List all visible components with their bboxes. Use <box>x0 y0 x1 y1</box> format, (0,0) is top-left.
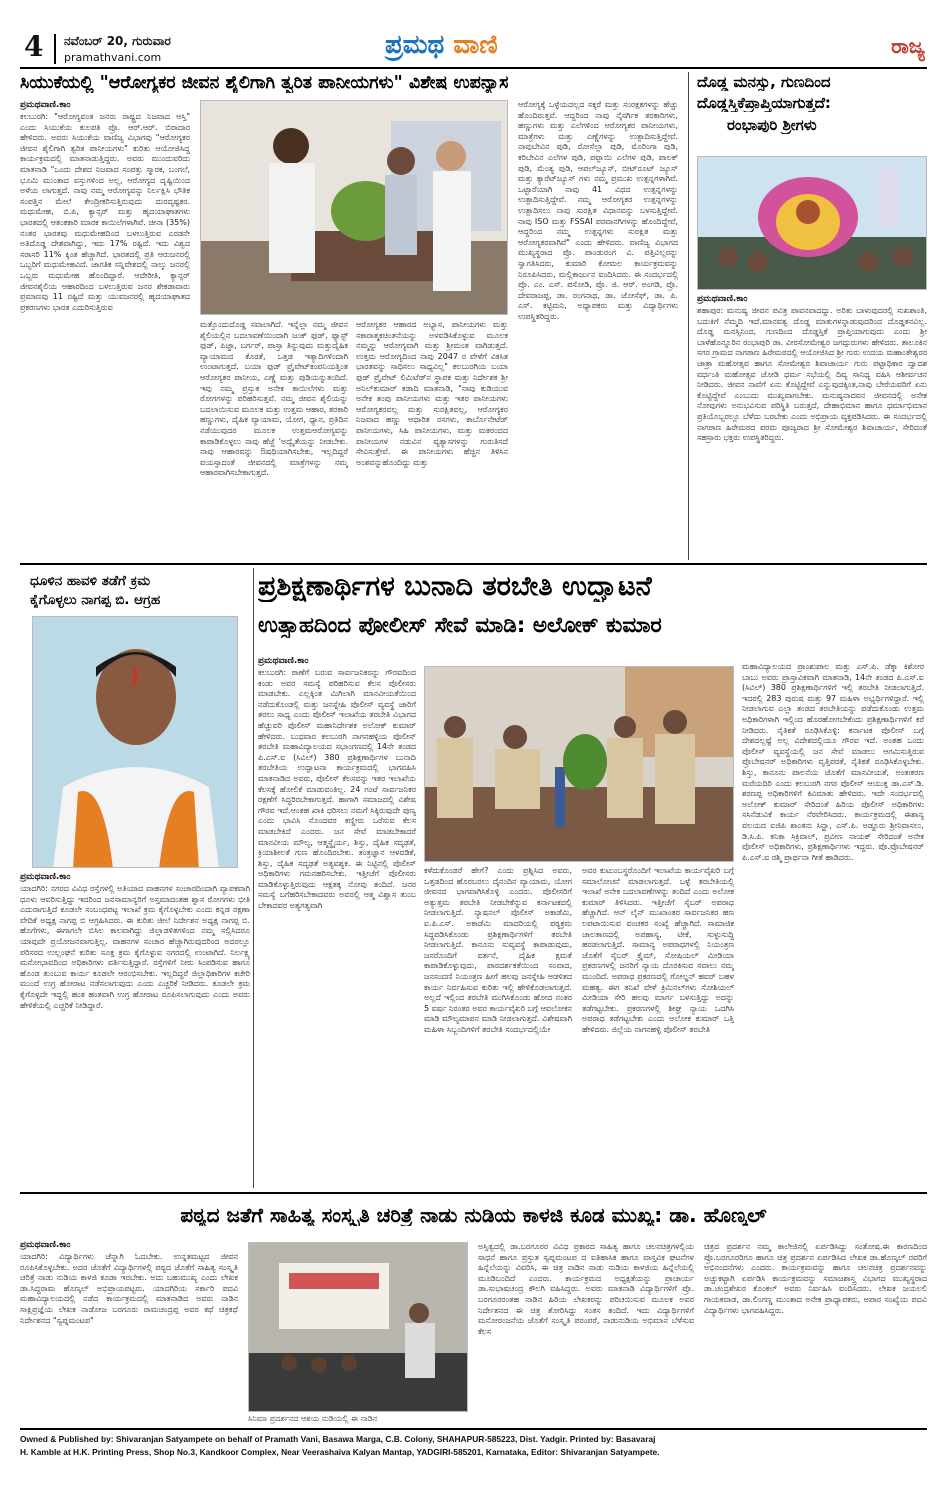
article-column: ಮತ್ತೊಂದುದೊಡ್ಡ ಸವಾಲಾಗಿದೆ. ಇನ್ನೆಲ್ಲಾ ನಮ್ಮ ಜೀವನ ಶೈಲಿಯಲ್ಲಿನ ಬದಲಾವಣೆಯಿಂದಾಗಿ ಜಂಕ್ ಫುಡ್, ಫ್ಯಾಸ್ಟ್ ಫುಡ್, ಪಿಜ್ಜಾ, ಬರ್ಗರ್, ಪಾಸ್ತಾ ತಿನ್ನುವುದು ಮತ್ತುದೈಹಿಕ ವ್ಯಾಯಾಮದ ಕೊರತೆ, ಒತ್ತಡ ಇತ್ಯಾದಿಗಳಿಂದಾಗಿ ಉಂಟಾಗುತ್ತದೆ. ಬಯಾ ಫುಡ್ ಪ್ರೈವೇಟ್‌ಕಂಪನಿಯತ್ತಿಂತ ಆರೋಗ್ಯಕರ ಪಾನೀಯ, ಎಣ್ಣೆ ಮತ್ತು ಪುಡಿಯನ್ನುತಂದಿದೆ. ಇವು ನಮ್ಮ ಪ್ರಸ್ತುತ ಅನೇಕ ಕಾಯಿಲೆಗಳು ಮತ್ತು ರೋಗಗಳನ್ನು ಪರಿಹರಿಸುತ್ತವೆ. ನಮ್ಮ ಜೀವನ ಶೈಲಿಯನ್ನು ಬದಲಾಯಿಸುವ ಮೂಲಕ ಮತ್ತು ಉತ್ತಮ ಆಹಾರ, ತರಕಾರಿ ಹಣ್ಣುಗಳು, ದೈಹಿಕ ವ್ಯಾಯಾಮ, ಯೋಗ, ಧ್ಯಾನ, ಪ್ರತಿದಿನ ನಡೆಯುವುದರ ಮೂಲಕ ಉತ್ತಮಆರೋಗ್ಯವನ್ನು ಕಾಪಾಡಿಕೊಳ್ಳಲು ನಾವು ಹೆಜ್ಜೆ 'ಅದ್ವೈತೆಯನ್ನು ನೀಡಬೇಕು. ನಾವು ಆಹಾರವನ್ನು ಔಷಧಿಯಾಗಿಸಬೇಕು, ಇಲ್ಲದಿದ್ದರೆ ವಯಸ್ಸಾದಂತೆ ಜೀವನದಲ್ಲಿ ಮಾತ್ರೆಗಳನ್ನು ನಮ್ಮ ಆಹಾರವಾಗಿಸಬೇಕಾಗುತ್ತದೆ. <box>200 320 348 478</box>
article-column: ಯಾದಗಿರಿ: ವಿದ್ಯಾರ್ಥಿಗಳು ಚೆನ್ನಾಗಿ ಓದಬೇಕು. ಉನ್ನತಮಟ್ಟದ ಜೀವನ ರೂಪಿಸಿಕೊಳ್ಳಬೇಕು. ಅದರ ಜೊತೆಗೆ ವಿದ್ಯಾರ್ಥಿಗಳಲ್ಲಿ ಪಠ್ಯದ ಜೊತೆಗೆ ಸಾಹಿತ್ಯ ಸಂಸ್ಕೃತಿ ಚರಿತ್ರೆ ನಾಡು ನುಡಿಯ ಕಾಳಜಿ ಕೂಡಾ ಇರಬೇಕು. ಅದು ಬಹುಮುಖ್ಯ ಎಂದು ಲೇಖಕ ಡಾ.ಸಿದ್ಧರಾಮ ಹೊಣ್ಕಲ್ ಅಭಿಪ್ರಾಯಪಟ್ಟರು. ಯಾದಗಿರಿಯ ಸರ್ಕಾರಿ ಪದವಿ ಮಹಾವಿದ್ಯಾಲಯದಲ್ಲಿ ನಡೆದ ಕಾರ್ಯಕ್ರಮದಲ್ಲಿ ಮಾತನಾಡಿದ ಅವರು ನಾಡಿನ ಸಾಕ್ಷಿಪ್ರಜ್ಞೆಯ ಲೇಖಕ ನಾಡೋಜ ಬರಗೂರು ರಾಮಚಂದ್ರಪ್ಪ ಅವರ ಕಥೆ ಚಿತ್ರಕಥೆ ನಿರ್ದೇಶನದ "ಸ್ವಪ್ನಮಂಟಪ" <box>20 1252 238 1325</box>
article-column: ಅಸ್ತಿತ್ವದಲ್ಲಿ ಡಾ.ಬರಗೂರರ ವಿವಿಧ ಪ್ರಕಾರದ ಸಾಹಿತ್ಯ ಹಾಗೂ ಚಲನಚಿತ್ರಗಳಲ್ಲಿಯ ಸಾಧನೆ ಹಾಗೂ ಪ್ರಸ್ತುತ ಸ್ವಪ್ನಮಂಟಪ ದ ಐತಿಹಾಸಿಕ ಹಾಗೂ ವಾಸ್ತವಿಕ ಘಟನೆಗಳ ಹಿನ್ನೆಲೆಯನ್ನು ವಿವರಿಸಿ, ಈ ಚಿತ್ರ ನಾಡಿನ ನಾಡು ನುಡಿಯ ಕಾಳಜಿಯ ಹಿನ್ನೆಲೆಯಲ್ಲಿ ಮೂಡಿಬಂದಿದೆ ಎಂದರು. ಕಾರ್ಯಕ್ರಮದ ಅಧ್ಯಕ್ಷತೆಯನ್ನು ಪ್ರಾಚಾರ್ಯ ಡಾ.ಸುಭಾಷಚಂದ್ರ ಕೌಲಗಿ ವಹಿಸಿದ್ದರು. ಅವರು ಮಾತನಾಡಿ ವಿದ್ಯಾರ್ಥಿಗಳಿಗೆ ಪ್ರೊ. ಬರಗೂರರಂತಹ ನಾಡಿನ ಹಿರಿಯ ಲೇಖಕರನ್ನು ಪರಿಚಯಿಸುವ ಮೂಲಕ ಅವರ ನಿರ್ದೇಶನದ ಈ ಚಿತ್ರ ತೋರಿಸಿದ್ದು ಸಂತಸ ತಂದಿದೆ. ಇದು ವಿದ್ಯಾರ್ಥಿಗಳಿಗೆ ಮನೋರಂಜನೆಯ ಜೊತೆಗೆ ಸಂಸ್ಕೃತಿ ಪರಂಪರೆ, ನಾಡುನುಡಿಯ ಅಭಿಮಾನ ಬೆಳೆಸುವ ಕೆಲಸ <box>478 1242 694 1336</box>
article-rambhapuri <box>697 70 927 560</box>
column-divider <box>253 568 254 1188</box>
masthead <box>0 0 945 70</box>
photo-procession-icon <box>698 157 927 290</box>
paper-logo <box>385 30 498 61</box>
article-byline: ಪ್ರಮಥವಾಣಿ.ಕಾಂ <box>20 872 71 882</box>
article-byline: ಪ್ರಮಥವಾಣಿ.ಕಾಂ <box>20 100 71 110</box>
article-cuk-lecture <box>20 70 680 560</box>
article-column: ಅವರ ಕುಟುಂಬಸ್ಥರೊಂದಿಗೆ ಇಲಾಖೆಯ ಕಾರ್ಯವೈಖರಿ ಬಗ್ಗೆ ಸಮಾಲೋಚನೆ ಮಾಡಲಾಗುತ್ತದೆ. ಒಳ್ಳೆ ತರಬೇತಿಯಲ್ಲಿ ಇಲಾಖೆ ಅನೇಕ ಬದಲಾವಣೆಗಳನ್ನು ತಂದಿದೆ ಎಂದು ಅಲೋಕ ಕುಮಾರ್ ತಿಳಿಸಿದರು. ಇತ್ತೀಚೆಗೆ ಸೈಬರ್ ಅಪರಾಧ ಹೆಚ್ಚಾಗಿದೆ. ಆನ್ ಲೈನ್ ಮುಖಾಂತರ ಸಾರ್ವಜನಿಕರ ಹಣ ಲಪಟಾಯಿಸುವ ವಂಚಕರ ಸಂಖ್ಯೆ ಹೆಚ್ಚಾಗಿದೆ. ಸಾಮಾಜಿಕ ಜಾಲತಾಣದಲ್ಲಿ ಅಪಹಾಸ್ಯ, ಟೀಕೆ, ಸುಳ್ಳುಸುದ್ದಿ ಹರಡಲಾಗುತ್ತಿದೆ. ಸಾಮಾನ್ಯ ಅಪರಾಧಗಳಲ್ಲಿ ನಿಯಂತ್ರಣ ಜೊತೆಗೆ ಸೈಬರ್ ಕ್ರೈಮ್, ಸೋಷಿಯಲ್ ಮೀಡಿಯಾ ಪ್ರಕರಣಗಳಲ್ಲಿ ಜನರಿಗೆ ನ್ಯಾಯ ದೊರಕಿಸುವ ಸವಾಲು ನಮ್ಮ ಮುಂದಿದೆ. ಅಪರಾಧ ಪ್ರಕರಣದಲ್ಲಿ ಗೋಲ್ಡನ್ ಹವರ್ ಬಹಳ ಮಹತ್ವ. ಈಗ ತನಿಖೆ ವೇಳೆ ಕ್ರಿಮಿನಲ್‌ಗಳು ಸೋಶಿಯಲ್ ಮೀಡಿಯಾ ಸೇರಿ ಹಲವು ಮಾರ್ಗ ಬಳಸುತ್ತಿದ್ದು ಅದನ್ನು ತಡೆಗಟ್ಟಬೇಕು. ಪ್ರಕರಣಗಳಲ್ಲಿ ಶೀಘ್ರ ನ್ಯಾಯ ಒದಗಿಸಿ ಅಪರಾಧ ತಡೆಗಟ್ಟಬೇಕು ಎಂದು ಅಲೋಕ ಕುಮಾರ್ ಒತ್ತಿ ಹೇಳಿದರು. ಜಿಲ್ಲೆಯ ನಾಗನಹಳ್ಳಿ ಪೊಲೀಸ್ ತರಬೇತಿ <box>582 866 734 1034</box>
portrait-nagappa-icon <box>33 617 238 868</box>
imprint-line: Owned & Published by: Shivaranjan Satyampete on behalf of Pramath Vani, Basawa Marga, C.B. Colony, SHAHAPUR-585223, Dist. Yadgir. Printed by: Basavaraj <box>20 1434 656 1444</box>
photo-caption: ಸಿನಿಮಾ ಪ್ರದರ್ಶನದ ಆಶಯ ನುಡಿಯಲ್ಲಿ ಈ ನಾಡಿನ <box>248 1414 378 1423</box>
issue-date: ನವೆಂಬರ್ 20, ಗುರುವಾರ <box>64 34 171 48</box>
article-column: ಚಿತ್ರದ ಪ್ರದರ್ಶನ ನಮ್ಮ ಕಾಲೇಜಿನಲ್ಲಿ ಏರ್ಪಡಿಸಿದ್ದು ಸಂತೋಷ.ಈ ಕಾರಣದಿಂದ ಪ್ರೊ.ಬರಗೂರರಿಗೂ ಹಾಗೂ ಚಿತ್ರ ಪ್ರದರ್ಶನ ಏರ್ಪಡಿಸಿದ ಲೇಖಕ ಡಾ.ಹೊಣ್ಕಲ್ ರವರಿಗೆ ಅಭಿನಂದನೆಗಳು ಎಂದರು. ಕಾರ್ಯಕ್ರಮವನ್ನು ಹಾಗೂ ಚಲನಚಿತ್ರ ಪ್ರದರ್ಶನವನ್ನು ಅಚ್ಚುಕಟ್ಟಾಗಿ ಏರ್ಪಡಿಸಿ ಕಾರ್ಯಕ್ರಮವನ್ನು ಸಮಾಜಶಾಸ್ತ್ರ ವಿಭಾಗದ ಮುಖ್ಯಸ್ಥರಾದ ಡಾ.ಚಂದ್ರಶೇಖರ ಕೊಂಕಲ್ ಅವರು ನಿರ್ವಹಿಸಿ ವಂದಿಸಿದರು. ಲೇಖಕ ಜಯಲಲಿ ಗಾಯಕವಾಡ, ಡಾ.ಲಿಂಗಣ್ಣ ಮುಂತಾದ ಅನೇಕ ಪ್ರಾಧ್ಯಾಪಕರು, ಅಪಾರ ಸಂಖ್ಯೆಯ ಪದವಿ ವಿದ್ಯಾರ್ಥಿಗಳು ಭಾಗವಹಿಸಿದ್ದರು. <box>704 1242 927 1315</box>
article-headline: ಪಠ್ಯದ ಜತೆಗೆ ಸಾಹಿತ್ಯ ಸಂಸ್ಕೃತಿ ಚರಿತ್ರೆ ನಾಡು ನುಡಿಯ ಕಾಳಜಿ ಕೂಡ ಮುಖ್ಯ: ಡಾ. ಹೊಣ್ಕಲ್ <box>180 1204 767 1226</box>
article-body: ಯಾದಗಿರಿ: ನಗರದ ವಿವಿಧ ರಸ್ತೆಗಳಲ್ಲಿ ಅತಿಯಾದ ವಾಹನಗಳ ಸಂಚಾರದಿಂದಾಗಿ ವ್ಯಾಪಕವಾಗಿ ಧೂಳು ಆವರಿಸುತ್ತಿದ್ದು ಇದರಿಂದ ಜನಸಾಮಾನ್ಯರಿಗೆ ಅಸ್ತಮಾದಂತಹ ಶ್ವಾಸ ರೋಗಗಳು ಭೀತಿ ಎದುರಾಗುತ್ತಿದೆ ಕೂಡಲೇ ಸಂಬಂಧಪಟ್ಟ ಇಲಾಖೆ ಕ್ರಮ ಕೈಗೊಳ್ಳಬೇಕು ಎಂದು ಕನ್ನಡ ರಕ್ಷಣಾ ವೇದಿಕೆ ಅಧ್ಯಕ್ಷ ನಾಗಪ್ಪ ಬಿ ಆಗ್ರಹಿಸಿದರು. ಈ ಕುರಿತು ಜೀಲೆ ನಿರ್ದೇಶನ ಅಧ್ಯಕ್ಷ ನಾಗಪ್ಪ ಬಿ. ಹೊಗೆಗಳು, ಈಗಾಗಲೇ ಬಿಸಿಲ ಕಾಲವಾಗಿದ್ದು ಜಿಲ್ಲಾಡಳಿತಗಳಿಂದ ನಮ್ಮ ಸಲ್ಲಿಸಿದರೂ ಯಾವುದೇ ಪ್ರಯೋಜನವಾಗುತ್ತಿಲ್ಲ. ವಾಹನಗಳ ಸಂಚಾರ ಹೆಚ್ಚಾಗಿರುವುದರಿಂದ ಅದರಲ್ಲೂ ಪರಿಸರದ ಉಲ್ಲಂಘನೆ ಕುರಿತು ಸೂಕ್ತ ಕ್ರಮ ಕೈಗೊಳ್ಳುವ ನಗರದಲ್ಲಿ ಉಂಟಾಗಿದೆ. ನಿರ್ಲಕ್ಷ್ಯ ಮನೋಭಾವದಿಂದ ಅಧಿಕಾರಿಗಳು ವರ್ತಿಸುತ್ತಿದ್ದಾರೆ. ರಸ್ತೆಗಳಿಗೆ ನೀರು ಸಿಂಪಡಿಸುವ ಹಾಗೂ ಹೊಂಡ ತುಂಬುವ ಕಾರ್ಯ ಕೂಡಲೇ ಆರಂಭಿಸಬೇಕು. ಇಲ್ಲದಿದ್ದರೆ ಜಿಲ್ಲಾಧಿಕಾರಿಗಳ ಕಚೇರಿ ಮುಂದೆ ಉಗ್ರ ಹೋರಾಟ ನಡೆಸಲಾಗುವುದು ಎಂದು ಎಚ್ಚರಿಕೆ ನೀಡಿದರು. ಕೂಡಲೇ ಕ್ರಮ ಕೈಗೊಳ್ಳದೇ ಇದ್ದಲ್ಲಿ ಹಂತ ಹಂತವಾಗಿ ಉಗ್ರ ಹೋರಾಟ ರೂಪಿಸಲಾಗುವುದು ಎಂದು ಅವರು ಹೇಳಿಕೆಯಲ್ಲಿ ಎಚ್ಚರಿಕೆ ನೀಡಿದ್ದಾರೆ. <box>20 884 250 1010</box>
event-photo <box>697 156 927 290</box>
article-headline: ಕೈಗೊಳ್ಳಲು ನಾಗಪ್ಪ ಬಿ. ಆಗ್ರಹ <box>30 593 161 608</box>
article-column: ಆರೋಗ್ಯಕರ ಆಹಾರದ ಅಭ್ಯಾಸ, ಪಾನೀಯಗಳು ಮತ್ತು ಸಕಾರಾತ್ಮಕಚಿಂತನೆಯನ್ನು ಅಳವಡಿಸಿಕೊಳ್ಳುವ ಮೂಲಕ ನಮ್ಮನ್ನು ಆರೋಗ್ಯವಾಗಿ ಮತ್ತು ಶ್ರೀಮಂತ ವಾಗಿಡುತ್ತದೆ. ಉತ್ತಮ ಆರೋಗ್ಯದಿಂದ ನಾವು 2047 ರ ವೇಳೆಗೆ ವಿಕಸಿತ ಭಾರತವನ್ನು ಸಾಧಿಸಲು ಸಾಧ್ಯವಿಲ್ಲ" ಕಲಬುರಗಿಯ ಬಯಾ ಫುಡ್ ಪ್ರೈವೇಟ್ ಲಿಮಿಟೆಡ್‌ನ ಸ್ಥಾಪಕ ಮತ್ತು ನಿರ್ದೇಶಕ ಶ್ರೀ ಅನಿಲ್‌ಕುಮಾರ್ ಕಡಾದಿ ಮಾತನಾಡಿ, "ನಾವು ಕುಡಿಯುವ ಅನೇಕ ತಂಪು ಪಾನೀಯಗಳು ಮತ್ತು ಇತರ ಪಾನೀಯಗಳು ಆರೋಗ್ಯಕರವಲ್ಲ ಮತ್ತು ಸುರಕ್ಷಿತವಲ್ಲ, ಆರೋಗ್ಯಕರ ನಿಜವಾದ ಹಣ್ಣು ಆಧಾರಿತ ರಸಗಳು, ಕಾರ್ಬೊನೇಟೆಡ್ ಪಾನೀಯಗಳು, ಸಿಹಿ ಪಾನೀಯಗಳು, ಮತ್ತು ಮಕರಂದದ ಪಾನೀಯಗಳ ನಡುವಿನ ವ್ಯತ್ಯಾಸಗಳನ್ನು ಗುರುತಿಸದೆ ಸೇವಿಸುತ್ತೇವೆ. ಈ ಪಾನೀಯಗಳು ಹೆಚ್ಚಿನ ತಿಳಿಸಿನ ಅಂಶವನ್ನುಹೊಂದಿದ್ದು ಮತ್ತು <box>356 320 508 467</box>
article-headline: ಧೂಳಿನ ಹಾವಳಿ ತಡೆಗೆ ಕ್ರಮ <box>30 574 151 589</box>
event-photo <box>200 100 508 315</box>
article-headline: ರಂಭಾಪುರಿ ಶ್ರೀಗಳು <box>727 117 817 134</box>
article-column: ಮಹಾವಿದ್ಯಾಲಯದ ಪ್ರಾಂಶುಪಾಲ ಮತ್ತು ಎಸ್.ಪಿ. ಡೆಕ್ಕಾ ಕಿಶೋರ ಬಾಬು ಅವರು ಪ್ರಾಸ್ತಾವಿಕವಾಗಿ ಮಾತನಾಡಿ, 14ನೇ ತಂಡದ ಪಿ.ಎಸ್.ಐ (ಸಿವಿಲ್) 380 ಪ್ರಶಿಕ್ಷಣಾರ್ಥಿಗಳಿಗೆ ಇಲ್ಲಿ ತರಬೇತಿ ನೀಡಲಾಗುತ್ತಿದೆ. ಇದರಲ್ಲಿ 283 ಪುರುಷ ಮತ್ತು 97 ಮಹಿಳಾ ಅಭ್ಯರ್ಥಿಗಳಿದ್ದಾರೆ. ಇಲ್ಲಿ ನೀಡಲಾಗುವ ಎಲ್ಲಾ ತಂಡದ ತರಬೇತಿಯನ್ನು ಪಡೆದುಕೊಂಡು ಉತ್ತಮ ಅಧಿಕಾರಿಗಳಾಗಿ ಇಲ್ಲಿಂದ ಹೊರಹೋಗಬೇಕೆಂದು ಪ್ರಶಿಕ್ಷಣಾರ್ಥಿಗಳಿಗೆ ಕರೆ ನೀಡಿದರು. ನೈತಿಕತೆ ರೂಢಿಸಿಕೊಳ್ಳಿ: ಕರ್ನಾಟಕ ಪೊಲೀಸ್ ಬಗ್ಗೆ ದೇಶದಲ್ಲಷ್ಟೆ ಅಲ್ಲ ವಿದೇಶದಲ್ಲಿಯೂ ಗೌರವ ಇದೆ. ಅಂತಹ ಒಂದು ಪೊಲೀಸ್ ವ್ಯವಸ್ಥೆಯಲ್ಲಿ ಜನ ಸೇವೆ ಮಾಡಲು ಆಗಮಿಸುತ್ತಿರುವ ಪ್ರೊಬೇಷನರ್ ಅಧಿಕಾರಿಗಳು ವೃತ್ತಿಪರತೆ, ನೈತಿಕತೆ ರೂಢಿಸಿಕೊಳ್ಳಬೇಕು. ಶಿಸ್ತು, ಕಾನೂನು ಪಾಲನೆಯ ಜೊತೆಗೆ ಮಾನವೀಯತೆ, ಅಂತಃಕರಣ ಮರೆಯದಿರಿ ಎಂದು ಕಲಬುರಗಿ ನಗರ ಪೊಲೀಸ್ ಆಯುಕ್ತ ಡಾ.ಎಸ್.ಡಿ. ಶರಣಪ್ಪ ಅಧಿಕಾರಿಗಳಿಗೆ ಕಿವಿಮಾತು ಹೇಳಿದರು. ಇದೇ ಸಂದರ್ಭದಲ್ಲಿ ಅಲೋಕ್ ಕುಮಾರ್ ಸೇರಿದಂತೆ ಹಿರಿಯ ಪೊಲೀಸ್ ಅಧಿಕಾರಿಗಳು ಸಸಿನೆಡುವಿಕೆ ಕಾರ್ಯ ನೆರವೇರಿಸಿದರು. ಕಾರ್ಯಕ್ರಮದಲ್ಲಿ ಈಶಾನ್ಯ ವಲಯದ ಐಜಿಪಿ ಶಾಂತನು ಸಿನ್ಹಾ, ಎಸ್.ಪಿ. ಅಡ್ಡೂರು ಶ್ರೀನಿವಾಸಲು, ಡಿ.ಸಿ.ಪಿ. ಕನಿಕಾ ಸಿಕ್ರಿವಾಲ್, ಪ್ರವೀಣ ನಾಯಕ್ ಸೇರಿದಂತೆ ಅನೇಕ ಪೊಲೀಸ್ ಅಧಿಕಾರಿಗಳು, ಪ್ರಶಿಕ್ಷಣಾರ್ಥಿಗಳು ಇದ್ದರು. ಪೊ.ಪ್ರೊಬೇಷನರ್ ಪಿ.ಎಸ್.ಐ ರಶ್ಮಿ ಪ್ರಾರ್ಥನಾ ಗೀತೆ ಹಾಡಿದರು. <box>742 662 924 862</box>
article-headline: ಪ್ರಶಿಕ್ಷಣಾರ್ಥಿಗಳ ಬುನಾದಿ ತರಬೇತಿ ಉದ್ಘಾಟನೆ <box>258 572 652 602</box>
article-byline: ಪ್ರಮಥವಾಣಿ.ಕಾಂ <box>20 1240 71 1250</box>
section-name: ರಾಜ್ಯ <box>891 34 925 58</box>
article-byline: ಪ್ರಮಥವಾಣಿ.ಕಾಂ <box>697 294 748 304</box>
article-dust-menace <box>20 566 250 1188</box>
page-number: 4 <box>24 30 44 63</box>
article-column: ಆರೋಗ್ಯಕ್ಕೆ ಒಳ್ಳೆಯದಲ್ಲದ ಸಕ್ಕರೆ ಮತ್ತು ಸಂರಕ್ಷಕಗಳನ್ನು ಹೆಚ್ಚು ಹೊಂದಿರುತ್ತವೆ. ಆದ್ದರಿಂದ ನಾವು ನೈಸರ್ಗಿಕ ತರಕಾರಿಗಳು, ಹಣ್ಣುಗಳು ಮತ್ತು ಎಲೆಗಳಿಂದ ಆರೋಗ್ಯಕರ ಪಾನೀಯಗಳು, ಮಾತ್ರೆಗಳು ಮತ್ತು ಎಣ್ಣೆಗಳನ್ನು ಉತ್ಪಾದಿಸುತ್ತಿದ್ದೇವೆ. ನಾವುಬೇವಿನ ಪುಡಿ, ರೋಸೆಲ್ಲಾ ಪುಡಿ, ಮೊರಿಂಗಾ ಪುಡಿ, ಕರಿಬೇವಿನ ಎಲೆಗಳ ಪುಡಿ, ಪಪ್ಪಾಯಿ ಎಲೆಗಳ ಪುಡಿ, ಪಾಲಕ್ ಪುಡಿ, ಮೆಂತ್ಯ ಪುಡಿ, ಆಪಲ್‌ಜ್ಯೂಸ್, ಬೀಟ್‌ರೂಟ್ ಜ್ಯೂಸ್ ಮತ್ತು ಕ್ಯಾರೆಟ್‌ಜ್ಯೂಸ್ ಗಳು ನಮ್ಮ ಪ್ರಮುಖ ಉತ್ಪನ್ನಗಳಾಗಿವೆ. ಒಟ್ಟಾರೆಯಾಗಿ ನಾವು 41 ವಿಧದ ಉತ್ಪನ್ನಗಳನ್ನು ಉತ್ಪಾದಿಸುತ್ತಿದ್ದೇವೆ. ನಮ್ಮ ಆರೋಗ್ಯಕರ ಉತ್ಪನ್ನಗಳನ್ನು ಉತ್ಪಾದಿಸಲು ನಾವು ಸುರಕ್ಷಿತ ವಿಧಾನವನ್ನು ಬಳಸುತ್ತಿದ್ದೇವೆ. ನಾವು ISO ಮತ್ತು FSSAI ಪರವಾನಗಿಗಳನ್ನು ಹೊಂದಿದ್ದೇವೆ, ಆದ್ದರಿಂದ ನಮ್ಮ ಉತ್ಪನ್ನಗಳು ಸುರಕ್ಷಿತ ಮತ್ತು ಆರೋಗ್ಯಕರವಾಗಿವೆ" ಎಂದು ಹೇಳಿದರು. ವಾಣಿಜ್ಯ ವಿಭಾಗದ ಮುಖ್ಯಸ್ಥರಾದ ಪ್ರೊ. ಪಾಂಡುರಂಗ ವಿ. ಪತ್ತಿವಿಲ್ಲರನ್ನು ಸ್ವಾಗತಿಸಿದರು, ಕುಮಾರಿ ಕೋಮಲ ಕಾರ್ಯಕ್ರಮವನ್ನು ನಿರೂಪಿಸಿದರು, ಮಲ್ಲಿಕಾರ್ಜುನ ವಂದಿಸಿದರು. ಈ ಸಂದರ್ಭದಲ್ಲಿ ಪ್ರೊ. ಎಂ. ಎಸ್. ಪಸೋಡಿ, ಪ್ರೊ. ಜಿ. ಆರ್. ಅಂಗಡಿ, ಪ್ರೊ. ದೇವರಾಜಪ್ಪ, ಡಾ. ರಂಗನಾಥ, ಡಾ. ಜೋಸೆಫ್, ಡಾ. ಪಿ. ಎಸ್. ಕಟ್ಟಿಮನಿ, ಅಧ್ಯಾಪಕರು ಮತ್ತು ವಿದ್ಯಾರ್ಥಿಗಳು ಉಪಸ್ಥಿತರಿದ್ದರು. <box>518 100 678 321</box>
event-photo <box>248 1242 468 1412</box>
paper-name-left: ಪ್ರಮಥ <box>385 30 445 60</box>
article-literature-culture <box>20 1194 927 1428</box>
photo-lecture-hall-icon <box>249 1243 468 1412</box>
article-headline: ದೊಡ್ಡ ಮನಸ್ಸು, ಗುಣದಿಂದ <box>697 74 831 91</box>
article-headline: ದೊಡ್ಡಸ್ತಿಕೆಪ್ರಾಪ್ತಿಯಾಗುತ್ತದೆ: <box>697 95 831 112</box>
website: pramathvani.com <box>64 51 162 64</box>
article-subheadline: ಉತ್ಸಾಹದಿಂದ ಪೋಲೀಸ್ ಸೇವೆ ಮಾಡಿ: ಅಲೋಕ್ ಕುಮಾರ <box>258 614 662 638</box>
photo-tree-planting-icon <box>425 667 734 862</box>
paper-name-right: ವಾಣಿ <box>453 30 498 60</box>
imprint-line: H. Kamble at H.K. Printing Press, Shop No.3, Kandkoor Complex, Near Veerashaiva Kalyan Mantap, YADGIRI-585201, Karnataka, Editor: Shivaranjan Satyampete. <box>20 1447 660 1457</box>
article-police-training <box>258 566 927 1188</box>
article-column: ಕಲಬುರಗಿ: ಠಾಣೆಗೆ ಬರುವ ಸಾರ್ವಜನಿಕರನ್ನು ಗೌರವದಿಂದ ಕಂಡು ಅವರ ಸಮಸ್ಯೆ ಪರಿಹರಿಸುವ ಕೆಲಸ ಪೊಲೀಸರು ಮಾಡಬೇಕು. ಎಲ್ಲಕ್ಕಿಂತ ಮಿಗಿಲಾಗಿ ಮಾನವೀಯತೆಯಿಂದ ನಡೆದುಕೊಂಡಲ್ಲಿ ಮತ್ತು ಜನಸ್ನೇಹಿ ಪೊಲೀಸ್ ವ್ಯವಸ್ಥೆ ಜಾರಿಗೆ ತರಲು ಸಾಧ್ಯ ಎಂದು ಪೊಲೀಸ್ ಇಲಾಖೆಯ ತರಬೇತಿ ವಿಭಾಗದ ಹೆಚ್ಚುವರಿ ಪೊಲೀಸ್ ಮಹಾನಿರ್ದೇಶಕ ಅಲೋಕ್ ಕುಮಾರ್ ಹೇಳಿದರು. ಬುಧವಾರ ಕಲಬುರಗಿ ನಾಗನಹಳ್ಳಿಯ ಪೊಲೀಸ್ ತರಬೇತಿ ಮಹಾವಿದ್ಯಾಲಯದ ಸಭಾಂಗಣದಲ್ಲಿ 14ನೇ ತಂಡದ ಪಿ.ಎಸ್.ಐ (ಸಿವಿಲ್) 380 ಪ್ರಶಿಕ್ಷಣಾರ್ಥಿಗಳ ಬುನಾದಿ ತರಬೇತಿಯ ಉದ್ಘಾಟನಾ ಕಾರ್ಯಕ್ರಮದಲ್ಲಿ ಭಾಗವಹಿಸಿ ಮಾತನಾಡಿದ ಅವರು, ಪೊಲೀಸ್ ಕೆಲಸವನ್ನು ಇತರ ಇಲಾಖೆಯ ಕೆಲಸಕ್ಕೆ ಹೋಲಿಕೆ ಮಾಡುವಂತಿಲ್ಲ. 24 ಗಂಟೆ ಸಾರ್ವಜನಿಕರ ರಕ್ಷಣೆಗೆ ಸಿದ್ಧರಿರಬೇಕಾಗುತ್ತದೆ. ಹಾಗಾಗಿ ಸಮಾಜದಲ್ಲಿ ವಿಶೇಷ ಗೌರವ ಇದೆ.ಆಂತಹ ಖಾಕಿ ಧರಿಸಲು ನಮಗೆ ಸಿಕ್ಕಿರುವುದೇ ಪುಣ್ಯ ಎಂದು ಭಾವಿಸಿ ನೊಂದವರ ಕಣ್ಣೀರು ಒರೆಸುವ ಕೆಲಸ ಮಾಡಬೇಕಿದೆ ಎಂದರು. ಜನ ಸೇವೆ ಮಾಡಬೇಕಾದರೆ ಮಾನವೀಯ ಮೌಲ್ಯ, ಆತ್ಮಸ್ಥೈರ್ಯ, ಶಿಸ್ತು, ದೈಹಿಕ ಸದೃಢತೆ, ಕ್ರಿಯಾಶೀಲತೆ ಗುಣ ಹೊಂದಿರಬೇಕು. ತಂತ್ರಜ್ಞಾನ ಆಳವಡಿಕೆ, ಶಿಸ್ತು, ದೈಹಿಕ ಸದೃಢತೆ ಅತ್ಯವಶ್ಯಕ. ಈ ನಿಟ್ಟಿನಲ್ಲಿ ಪೊಲೀಸ್ ಅಧಿಕಾರಿಗಳು ಗಮನಹರಿಸಬೇಕು. ಇತ್ತೀಚೆಗೆ ಪೊಲೀಸರು ಮಾಡಿಕೊಳ್ಳುತ್ತಿರುವುದು ಆಕ್ಷತಕ್ಕ ನೋವು ತಂದಿದೆ. ಜನರ ಸಮಸ್ಯೆ ಬಗೆಹರಿಸಬೇಕಾದವರು ಅವರಲ್ಲಿ ಆತ್ಮ ವಿಶ್ವಾಸ ತುಂಬ ಬೇಕಾದವರ ಅತ್ಯಗತ್ಯವಾಗಿ <box>258 668 416 911</box>
imprint-footer <box>20 1428 927 1468</box>
article-byline: ಪ್ರಮಥವಾಣಿ.ಕಾಂ <box>258 656 309 666</box>
masthead-rule <box>20 67 927 69</box>
section-rule <box>20 563 927 565</box>
article-headline: ಸಿಯುಕೆಯಲ್ಲಿ "ಆರೋಗ್ಯಕರ ಜೀವನ ಶೈಲಿಗಾಗಿ ತ್ವರಿತ ಪಾನೀಯಗಳು" ವಿಶೇಷ ಉಪನ್ಯಾಸ <box>20 74 509 93</box>
photo-dignitaries-plant-icon <box>201 101 508 315</box>
portrait-photo <box>32 616 238 868</box>
column-divider <box>688 72 689 560</box>
article-column: ಕಳೆದುಕೊಂಡರೆ ಹೇಗೆ? ಎಂದು ಪ್ರಶ್ನಿಸಿದ ಅವರು, ಒತ್ತಡದಿಂದ ಹೊರಬರಲು ದೈನಂದಿನ ವ್ಯಾಯಾಮ, ಯೋಗ ಜೀವನದ ಭಾಗವಾಗಿಸಿಕೊಳ್ಳಿ ಎಂದರು. ಪೊಲೀಸರಿಗೆ ಅತ್ಯುತ್ತಮ ತರಬೇತಿ ನೀಡಬೇಕೆನ್ನುವ ಕರ್ನಾಟಕದಲ್ಲಿ ನೀಡಲಾಗುತ್ತಿದೆ. ನ್ಯಾಷನಲ್ ಪೊಲೀಸ್ ಅಕಾಡೆಮಿ, ಐ.ಪಿ.ಎಸ್. ಅಕಾಡೆಮಿ ಮಾದರಿಯಲ್ಲಿ ಪಠ್ಯಕ್ರಮ ಸಿದ್ಧಪಡಿಸಿಕೊಂಡು ಪ್ರಶಿಕ್ಷಣಾರ್ಥಿಗಳಿಗೆ ತರಬೇತಿ ನೀಡಲಾಗುತ್ತಿದೆ. ಕಾನೂನು ಸುವ್ಯವಸ್ಥೆ ಕಾಪಾಡುವುದು, ಜನರೊಂದಿಗೆ ವರ್ತನೆ, ದೈಹಿಕ ಕ್ಷಮತೆ ಕಾಪಾಡಿಕೊಳ್ಳುವುದು, ಪಾರದರ್ಶಕತೆಯಿಂದ ಸಂವಾದ, ಜನಸಂದಣಿ ನಿಯಂತ್ರಣ ಹೀಗೆ ಹಲವು ಜನಸ್ನೇಹಿ ಆಡಳಿತದ ಕಾರ್ಯ ನಿರ್ವಹಿಸುವ ಕುರಿತು ಇಲ್ಲಿ ಹೇಳಿಕೊಡಲಾಗುತ್ತದೆ. ಅಲ್ಲದೆ ಇಲ್ಲಿಂದ ತರಬೇತಿ ಮುಗಿಸಿಕೊಂಡು ಹೋದ ನಂತರ 5 ವರ್ಷ ನಿರಂತರ ಅವರ ಕಾರ್ಯವೈಖರಿ ಬಗ್ಗೆ ಆವಲೋಕನ ಮಾಡಿ ಮೌಲ್ಯಮಾಪನ ಮಾಡಿ ನೀಡಲಾಗುತ್ತದೆ. ವಿಶೇಷವಾಗಿ ಮಹಿಳಾ ಸಿಬ್ಬಂದಿಗಳಿಗೆ ತರಬೇತಿ ಸಂದರ್ಭದಲ್ಲಿಯೇ <box>424 866 572 1034</box>
article-body: ಶಹಾಪುರ: ಮನುಷ್ಯ ಜೀವನ ಪವಿತ್ರ ಪಾವನವಾದದ್ದು. ಅರಿತು ಬಾಳುವುದರಲ್ಲಿ ಸುಖಶಾಂತಿ, ಬದುಕಿಗೆ ನೆಮ್ಮದಿ ಇದೆ.ಮಾನವತ್ವ ದೊಡ್ಡ ಮಾತುಗಳನ್ನಾಡುವುದರಿಂದ ದೊಡ್ಡತನವಿಲ್ಲ. ದೊಡ್ಡ ಮನಸ್ಸಿನಿಂದ, ಗುಣದಿಂದ ದೊಡ್ಡಸ್ತಿಕೆ ಪ್ರಾಪ್ತಿಯಾಗುವುದು ಎಂದು ಶ್ರೀ ಬಾಳೆಹೊನ್ನೂರಿನ ರಂಭಾಪುರಿ ಡಾ. ವೀರಸೋಮೇಶ್ವರ ಜಗದ್ಗುರುಗಳು ಹೇಳಿದರು. ತಾಲೂಕಿನ ಸಗರ ಗ್ರಾಮದ ನಾಗಠಾಣ ಹಿರೇಮಠದಲ್ಲಿ ಆಯೋಜಿಸಿದ ಶ್ರೀ ಗುರು ಉದಯ ಮಹಾಂತೇಶ್ವರರ ಜಾತ್ರಾ ಮಹೋತ್ಸವ ಹಾಗೂ ಸೋಮೇಶ್ವರ ಶಿವಾಚಾರ್ಯ ಗುರು ಪಟ್ಟಾಧಿಕಾರ ದ್ವಾದಶ ವರ್ಧಂತಿ ಮಹೋತ್ಸವ ಜೋಡಿ ಧರ್ಮ ಸಭೆಯಲ್ಲಿ ದಿವ್ಯ ಸಾನಿಧ್ಯ ವಹಿಸಿ ಆಶೀರ್ವಚನ ನೀಡಿದರು. ಜೀವನ ನಾವೆಗೆ ಏನು ಕೊಟ್ಟಿದ್ದೇವೆ ಎನ್ನುವುದಕ್ಕಿಂತ,ನಾವು ಬೇರೆಯವರಿಗೆ ಏನು ಕೊಟ್ಟಿದ್ದೇವೆ ಎಂಬುದು ಮುಖ್ಯವಾಗಬೇಕು. ಮನುಷ್ಯನಾದವನ ಜೀವನದಲ್ಲಿ ಅನೇಕ ನೋವುಗಳು ಅನುಭವಿಸುವ ಪರಿಸ್ಥಿತಿ ಬರುತ್ತದೆ, ದೇಹಾಭಿಮಾನ ಹಾಗೂ ಧರ್ಮಾಭಿಮಾನ ಪ್ರತಿಯೊಬ್ಬರಲ್ಲೂ ಬೆಳೆದು ಬರಬೇಕು ಎಂದು ಅಭಿಪ್ರಾಯ ವ್ಯಕ್ತಪಡಿಸಿದರು. ಈ ಸಂದರ್ಭದಲ್ಲಿ ನಾಗಠಾಣ ಹಿರೇಮಠದ ಪರಮ ಪೂಜ್ಯರಾದ ಶ್ರೀ ಸೋಮೇಶ್ವರ ಶಿವಾಚಾರ್ಯ, ಸೇರಿದಂತೆ ಸಹಸ್ರಾರು ಭಕ್ತರು ಉಪಸ್ಥಿತರಿದ್ದರು. <box>697 306 927 443</box>
event-photo <box>424 666 734 862</box>
article-column: ಕಲಬುರಗಿ: "ಆರೋಗ್ಯವಂತ ಜನರು ರಾಷ್ಟ್ರದ ನಿಜವಾದ ಆಸ್ತಿ" ಎಂದು ಸಿಯುಕೆಯ ಕುಲಪತಿ ಪ್ರೊ. ಆರ್.ಆರ್. ಬಿರಾದಾರ ಹೇಳಿದರು. ಅವರು ಸಿಯುಕೆಯ ವಾಣಿಜ್ಯ ವಿಭಾಗವು "ಆರೋಗ್ಯಕರ ಜೀವನ ಶೈಲಿಗಾಗಿ ತ್ವರಿತ ಪಾನೀಯಗಳು" ಕುರಿತು ಆಯೋಜಿಸಿದ್ದ ಕಾರ್ಯಕ್ರಮದಲ್ಲಿ ಮಾತನಾಡುತ್ತಿದ್ದರು. ಅವರು ಮುಂದುವರಿದು ಮಾತನಾಡಿ "ಒಂದು ದೇಶದ ನಿಜವಾದ ಸಂಪತ್ತು ಸ್ಮಾರಕ, ಬಂಗಲೆ, ಭೂಮಿ ಮುಂತಾದ ವಸ್ತುಗಳಿಂದ ಅಲ್ಲ, ಆರೋಗ್ಯದ ದೃಷ್ಟಿಯಿಂದ ಅಳೆಯ ಲಾಗುತ್ತದೆ. ನಾವು ನಮ್ಮ ಆರೋಗ್ಯವನ್ನು ನಿರ್ಲಕ್ಷಿಸಿ ಭೌತಿಕ ಸಂಪತ್ತಿನ ಮೇಲೆ ಕೇಂದ್ರೀಕರಿಸುತ್ತಿರುವುದು ದುರದೃಷ್ಟಕರ. ಮಧುಮೇಹ, ಬಿ.ಪಿ, ಕ್ಯಾನ್ಸರ್ ಮತ್ತು ಹೃದಯಾಘಾತಗಳು ಭಾರತದಲ್ಲಿ ಆತಂಕಕಾರಿ ಮಾರಕ ಕಾಯಿಲೆಗಳಾಗಿವೆ. ಚೀನಾ (35%) ನಂತರ ಭಾರತವು ಮಧುಮೇಹದಿಂದ ಬಳಲುತ್ತಿರುವ ಎರಡನೇ ಅತಿದೊಡ್ಡ ದೇಶವಾಗಿದ್ದು, ಇದು 17% ರಷ್ಟಿದೆ. ಇದು ವಿಶ್ವದ ಸರಾಸರಿ 11% ಕ್ಕಿಂತ ಹೆಚ್ಚಾಗಿದೆ. ಭಾರತದಲ್ಲಿ ಪ್ರತಿ ಆರುಜನರಲ್ಲಿ ಒಬ್ಬರಿಗೆ ಮಧುಮೇಹವಿದೆ. ಜಾಗತಿಕ ಸನ್ನಿವೇಶದಲ್ಲಿ ನಾಲ್ಕು ಜನರಲ್ಲಿ ಒಬ್ಬರು ಮಧುಮೇಹ ಹೊಂದಿದ್ದಾರೆ. ಆದೇರೀತಿ, ಕ್ಯಾನ್ಸರ್ ಜೀವನಶೈಲಿಯ ಆಹಾರದಿಂದ ಬಳಲುತ್ತಿರುವ ಜನರ ಶೇಕಡಾವಾರು ಪ್ರಮಾಣವು 11 ರಷ್ಟಿದೆ ಮತ್ತು ಯುವಜನರಲ್ಲಿ ಹೃದಯಾಘಾತದ ಪ್ರಕರಣಗಳು ಭಾರತ ಎದುರಿಸುತ್ತಿರುವ <box>20 112 190 312</box>
masthead-divider <box>54 34 56 64</box>
